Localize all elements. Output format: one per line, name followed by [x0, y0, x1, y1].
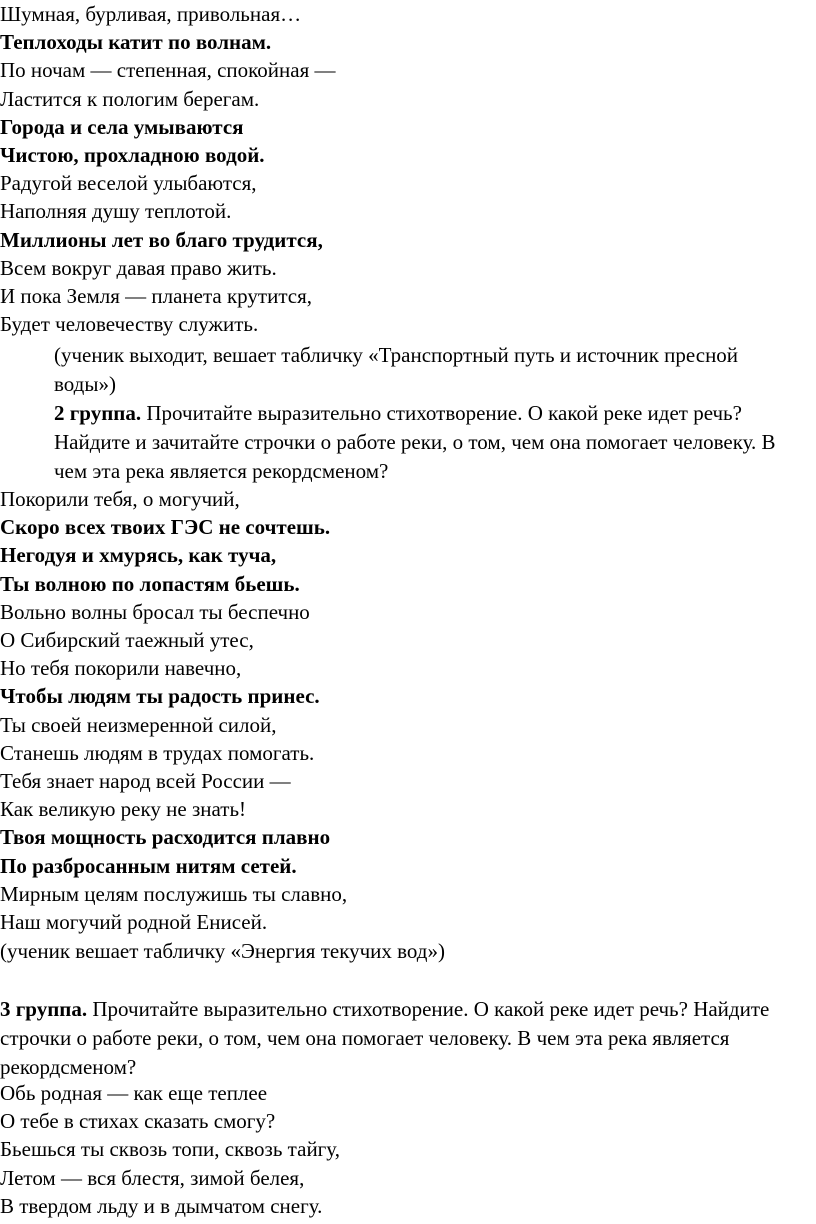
- poem-line: Города и села умываются: [0, 114, 244, 139]
- stage-note-2: [0, 937, 445, 966]
- poem-line: Как великую реку не знать!: [0, 797, 247, 822]
- poem-line: По разбросанным нитям сетей.: [0, 853, 297, 878]
- stage-note-2-text: (ученик вешает табличку «Энергия текучих вод»): [0, 939, 445, 963]
- poem-line: И пока Земля — планета крутится,: [0, 284, 312, 308]
- poem-line: Шумная, бурливая, привольная…: [0, 2, 302, 26]
- poem-line: В твердом льду и в дымчатом снегу.: [0, 1193, 323, 1218]
- poem-line: Тебя знает народ всей России —: [0, 769, 291, 793]
- poem-line: Будет человечеству служить.: [0, 312, 259, 337]
- stage-note-1: [54, 341, 794, 399]
- poem-line: Радугой веселой улыбаются,: [0, 171, 257, 196]
- poem-line: Покорили тебя, о могучий,: [0, 487, 240, 511]
- poem-line: О тебе в стихах сказать смогу?: [0, 1109, 276, 1134]
- poem-line: Чтобы людям ты радость принес.: [0, 684, 320, 709]
- poem-line: Но тебя покорили навечно,: [0, 656, 242, 681]
- poem-line: Негодуя и хмурясь, как туча,: [0, 543, 277, 568]
- poem-line: Теплоходы катит по волнам.: [0, 30, 272, 55]
- group-3-task: [0, 995, 800, 1082]
- group-3-task-text: Прочитайте выразительно стихотворение. О какой реке идет речь? Найдите строчки о работе реки, о том, чем она помогает человеку. В чем эта река является рекордсменом?: [0, 997, 770, 1079]
- poem-line: По ночам — степенная, спокойная —: [0, 58, 336, 83]
- poem-line: Миллионы лет во благо трудится,: [0, 227, 323, 252]
- group-3-label: 3 группа.: [0, 997, 88, 1021]
- poem-line: Летом — вся блестя, зимой белея,: [0, 1165, 305, 1190]
- group-2-label: 2 группа.: [54, 401, 142, 425]
- poem-line: Чистою, прохладною водой.: [0, 143, 265, 167]
- poem-line: Ты своей неизмеренной силой,: [0, 712, 277, 737]
- poem-line: Всем вокруг давая право жить.: [0, 255, 277, 280]
- poem-line: Наполняя душу теплотой.: [0, 199, 232, 224]
- stage-note-1-text: (ученик выходит, вешает табличку «Транспортный путь и источник пресной воды»): [54, 343, 739, 396]
- poem-line: Скоро всех твоих ГЭС не сочтешь.: [0, 515, 331, 540]
- poem-line: Станешь людям в трудах помогать.: [0, 740, 315, 765]
- group-2-task-text: Прочитайте выразительно стихотворение. О какой реке идет речь? Найдите и зачитайте строчки о работе реки, о том, чем она помогает человеку. В чем эта река является рекордсменом?: [54, 401, 776, 483]
- poem-line: Ластится к пологим берегам.: [0, 86, 260, 111]
- group-2-task: [54, 399, 794, 486]
- poem-line: Наш могучий родной Енисей.: [0, 910, 268, 934]
- poem-line: Ты волною по лопастям бьешь.: [0, 571, 300, 596]
- poem-line: Бьешься ты сквозь топи, сквозь тайгу,: [0, 1137, 340, 1162]
- poem-line: Мирным целям послужишь ты славно,: [0, 881, 348, 906]
- poem-line: Вольно волны бросал ты беспечно: [0, 599, 310, 624]
- poem-line: О Сибирский таежный утес,: [0, 628, 254, 652]
- poem-line: Твоя мощность расходится плавно: [0, 825, 331, 850]
- poem-line: Обь родная — как еще теплее: [0, 1081, 268, 1105]
